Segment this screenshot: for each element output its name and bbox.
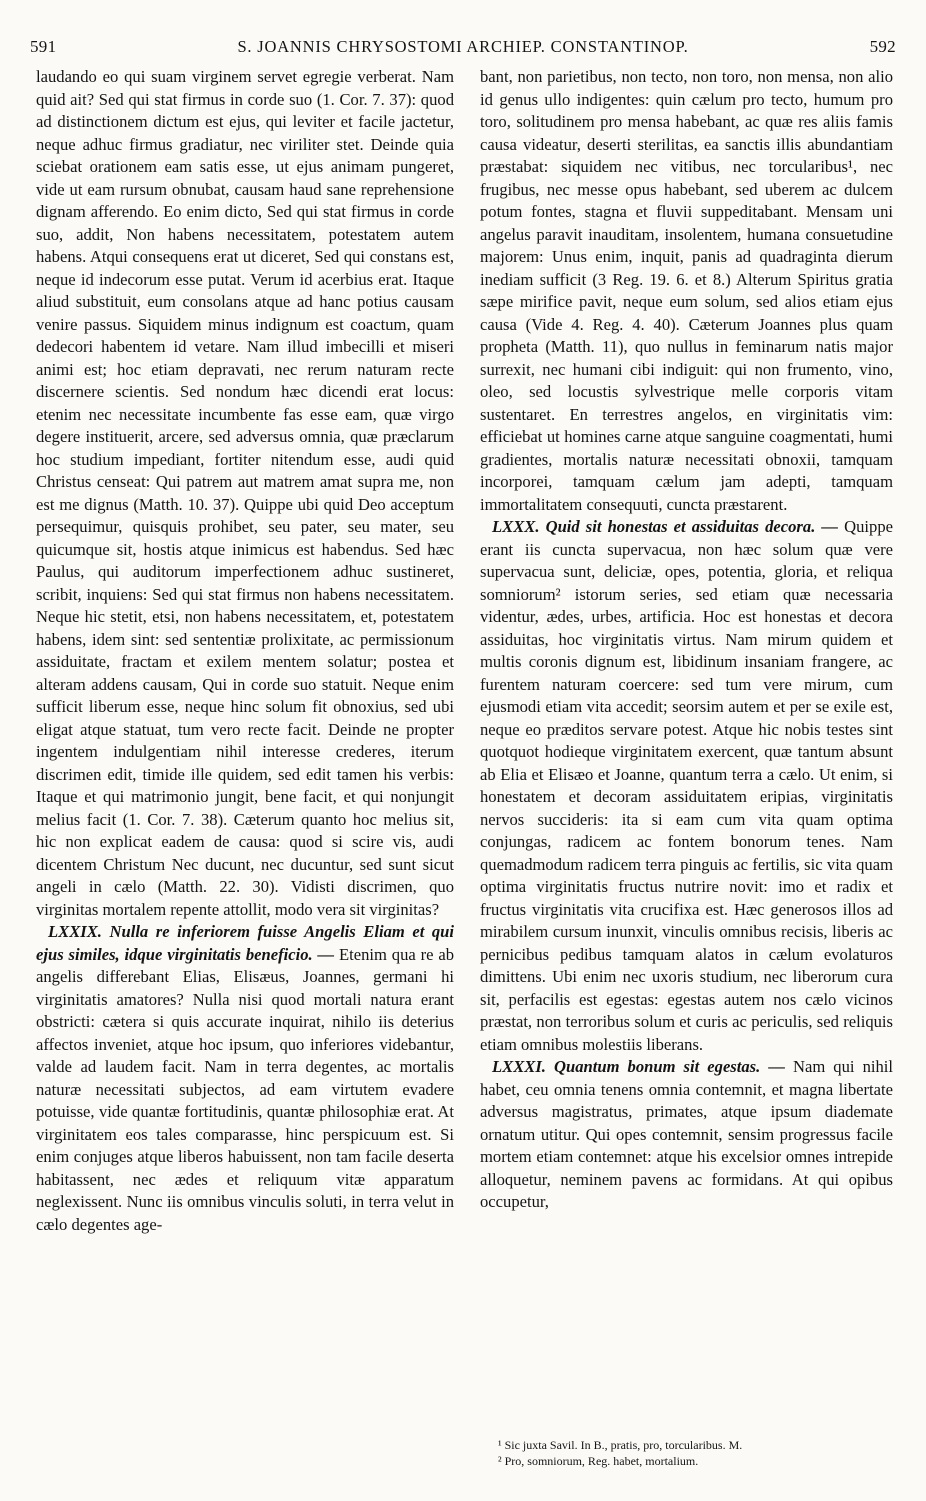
- right-column: [480, 66, 893, 1214]
- paragraph: laudando eo qui suam virginem servet egregie verberat. Nam quid ait? Sed qui stat firmus in corde suo (1. Cor. 7. 37): quod ad distinctionem dictum est ejus, qui leviter et facile jactetur, neque adhuc firmus gradiatur, nec viriliter stet. Deinde quia sciebat orationem eam satis esse, ut ejus animam pungeret, vide ut eam rursum obnubat, causam haud sane reprehensione dignam afferendo. Eo enim dicto, Sed qui stat firmus in corde suo, addit, Non habens necessitatem, potestatem autem habens. Atqui consequens erat ut diceret, Sed qui constans est, neque id indecorum esse putat. Verum id acerbius erat. Itaque aliud substituit, eum consolans atque ad hanc potius causam venire passus. Siquidem minus indignum est coactum, quam dedecori habentem id vetare. Nam illud imbecilli et miseri animi est; hoc etiam depravati, nec rerum naturam recte discernere scientis. Sed nondum hæc dicendi erat locus: etenim nec necessitate incumbente fas esse eam, quæ virgo degere instituerit, arcere, sed adversus omnia, quæ præclarum hoc studium impediant, fortiter nitendum esse, audi quid Christus censeat: Qui patrem aut matrem amat supra me, non est me dignus (Matth. 10. 37). Quippe ubi quid Deo acceptum persequimur, quisquis prohibet, seu pater, seu mater, seu quicumque sit, hostis atque inimicus est habendus. Sed hæc Paulus, qui auditorum imperfectionem adhuc sustineret, scribit, inquiens: Sed qui stat firmus non habens necessitatem. Neque hic stetit, etsi, non habens necessitatem, et, potestatem habens, idem sint: sed sententiæ prolixitate, ac permissionum assiduitate, fractam et exilem mentem solatur; postea et alteram addens causam, Qui in corde suo statuit. Neque enim sufficit liberum esse, neque hinc solum fit obnoxius, sed ubi eligat atque statuat, tum vero recte facit. Deinde ne propter ingentem indulgentiam nihil interesse crederes, iterum discrimen edit, timide ille quidem, sed edit tamen his verbis: Itaque et qui matrimonio jungit, bene facit, et qui nonjungit melius facit (1. Cor. 7. 38). Cæterum quanto hoc melius sit, hic non explicat eadem de causa: quod si scire vis, audi dicentem Christum Nec ducunt, nec ducuntur, sed sunt sicut angeli in cælo (Matth. 22. 30). Vidisti discrimen, quo virginitas mortalem repente attollit, modo vera sit virginitas?: [36, 67, 454, 919]
- page-number-left: 591: [30, 37, 57, 56]
- footnote: ¹ Sic juxta Savil. In B., pratis, pro, torcularibus. M.: [498, 1438, 743, 1452]
- section-heading: LXXXI. Quantum bonum sit egestas. —: [492, 1057, 785, 1076]
- section-paragraph: [480, 516, 893, 1056]
- section-body: Quippe erant iis cuncta supervacua, non hæc solum quæ vere supervacua sunt, deliciæ, opes, potentia, gloria, et reliqua somniorum² istorum series, sed etiam quæ necessaria videntur, ædes, urbes, artificia. Hoc est honestas et decora assiduitas, hoc virginitatis virtus. Nam mirum quidem et multis coronis dignum est, libidinum insaniam frangere, ac furentem naturam coercere: sed tum vere mirum, cum ejusmodi etiam vita accedit; seorsim autem et per se exile est, neque eo præditos servare potest. Atque hic nobis testes sint quotquot hodieque virginitatem exercent, quæ tantum absunt ab Elia et Elisæo et Joanne, quantum terra a cælo. Ut enim, si honestatem et decoram assiduitatem eripias, virginitatis nervos succideris: ita si eam cum vita quam optima conjungas, radicem ac fontem bonorum tenes. Nam quemadmodum radicem terra pinguis ac fertilis, sic vita quam optima virginitatis fructus nutrire novit: imo et radix et fructus virginitatis vita crucifixa est. Hæc generosos illos ad mirabilem cursum inunxit, vinculis omnibus recisis, liberis ac pernicibus pedibus tamquam alatos in cælum evolaturos dimittens. Ubi enim nec uxoris studium, nec liberorum cura sit, perfacilis est egestas: egestas autem nos cælo vicinos præstat, non terroribus solum et curis ac periculis, sed reliquis etiam omnibus molestiis liberans.: [480, 517, 893, 1054]
- section-body: Etenim qua re ab angelis differebant Elias, Elisæus, Joannes, germani hi virginitatis amatores? Nulla nisi quod mortali natura erant obstricti: cætera si quis accurate inquirat, nihilo iis deterius affectos inveniet, atque hoc ipsum, quo inferiores videbantur, valde ad laudem facit. Nam in terra degentes, ac mortalis naturæ necessitati subjectos, ad eam virtutem evadere potuisse, vide quantæ fortitudinis, quantæ philosophiæ erat. At virginitatem eos tales comparasse, hinc perspicuum est. Si enim conjuges atque liberos habuissent, non tam facile deserta habitassent, nec ædes et reliquum vitæ apparatum neglexissent. Nunc iis omnibus vinculis soluti, in terra velut in cælo degentes age-: [36, 944, 455, 1234]
- running-header: [30, 34, 896, 60]
- footnotes: [498, 1437, 893, 1469]
- footnote: ² Pro, somniorum, Reg. habet, mortalium.: [498, 1454, 699, 1468]
- section-paragraph: [480, 1056, 893, 1214]
- column-gutter: [466, 66, 467, 1466]
- paragraph: bant, non parietibus, non tecto, non toro, non mensa, non alio id genus ullo indigentes: quin cælum pro tecto, humum pro toro, solitudinem pro mensa habebant, ac quæ res aliis famis causa videatur, deserti sterilitas, ea sanctis illis abundantiam præstabat: siquidem nec vitibus, nec torcularibus¹, nec frugibus, nec messe opus habebant, sed uberem ac dulcem potum fontes, stagna et fluvii suppeditabant. Mensam uni angelus paravit inauditam, insolentem, humana consuetudine majorem: Unus enim, inquit, panis ad quadraginta dierum inediam sufficit (3 Reg. 19. 6. et 8.) Alterum Spiritus gratia sæpe mirifice pavit, neque eum solum, sed alios etiam ejus causa (Vide 4. Reg. 4. 40). Cæterum Joannes plus quam propheta (Matth. 11), quo nullus in feminarum natis major surrexit, nec humani cibi indiguit: qui non frumento, vino, oleo, sed locustis sylvestrique melle corporis vitam sustentaret. En terrestres angelos, en virginitatis vim: efficiebat ut homines carne atque sanguine coagmentati, humi gradientes, mortalis naturæ necessitati obnoxii, tamquam incorporei, tamquam cælum jam adepti, tamquam immortalitatem consequuti, cuncta præstarent.: [480, 67, 893, 514]
- left-column: [36, 66, 454, 1236]
- section-heading: LXXIX. Nulla re inferiorem fuisse Angelis Eliam et qui ejus similes, idque virginitatis beneficio. —: [36, 922, 454, 964]
- section-body: Nam qui nihil habet, ceu omnia tenens omnia contemnit, et magna libertate adversus magistratus, primates, atque ipsum diademate ornatum utitur. Qui opes contemnit, sensim progressus facile mortem etiam contemnet: atque his excelsior omnes intrepide alloquetur, neminem pavens ac formidans. At qui opibus occupetur,: [480, 1057, 893, 1211]
- section-paragraph: [36, 921, 454, 1236]
- page-number-right: 592: [869, 37, 896, 56]
- running-title: S. JOANNIS CHRYSOSTOMI ARCHIEP. CONSTANTINOP.: [237, 37, 689, 56]
- section-heading: LXXX. Quid sit honestas et assiduitas decora. —: [492, 517, 839, 536]
